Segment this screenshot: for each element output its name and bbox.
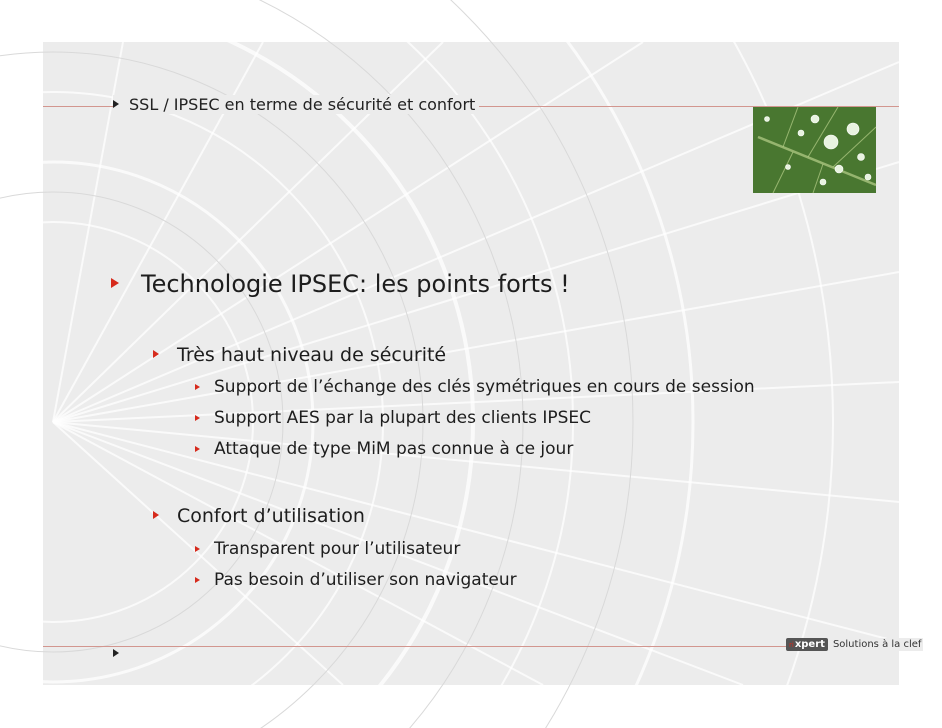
- header: [113, 95, 479, 114]
- bullet-icon: [195, 577, 200, 583]
- footer-logo: [786, 638, 923, 651]
- list-item-text: Support AES par la plupart des clients IPSEC: [214, 408, 592, 428]
- logo-text: xpert: [794, 639, 825, 650]
- leaf-icon: [753, 107, 876, 193]
- list-item-text: Pas besoin d’utiliser son navigateur: [214, 570, 517, 590]
- logo-tagline: Solutions à la clef: [832, 639, 922, 650]
- list-item-text: Transparent pour l’utilisateur: [214, 539, 461, 559]
- bullet-icon: [195, 384, 200, 390]
- list-item-text: Support de l’échange des clés symétriques en cours de session: [214, 377, 755, 397]
- bullet-icon: [195, 446, 200, 452]
- logo-prefix: ri: [789, 641, 794, 649]
- section-title-text: Confort d’utilisation: [177, 505, 365, 527]
- bullet-icon: [111, 278, 119, 288]
- list-item: [195, 408, 591, 428]
- footer-arrow-icon: [113, 649, 119, 657]
- footer-rule: [43, 646, 899, 647]
- header-arrow-icon: [113, 100, 119, 108]
- list-item: [195, 570, 517, 590]
- header-title: SSL / IPSEC en terme de sécurité et confort: [129, 95, 476, 114]
- main-heading: [111, 270, 570, 298]
- bullet-icon: [195, 415, 200, 421]
- list-item: [195, 539, 460, 559]
- list-item: [195, 377, 755, 397]
- logo-mark: [786, 638, 828, 651]
- main-heading-text: Technologie IPSEC: les points forts !: [141, 270, 570, 298]
- list-item: [195, 439, 573, 459]
- slide: [43, 42, 922, 685]
- list-item-text: Attaque de type MiM pas connue à ce jour: [214, 439, 574, 459]
- leaf-water-drops-image: [753, 107, 876, 193]
- bullet-icon: [153, 511, 159, 519]
- section-title-text: Très haut niveau de sécurité: [177, 344, 447, 366]
- bullet-icon: [153, 350, 159, 358]
- section-title: [153, 505, 365, 527]
- footer-arrow: [113, 642, 119, 661]
- section-title: [153, 344, 446, 366]
- bullet-icon: [195, 546, 200, 552]
